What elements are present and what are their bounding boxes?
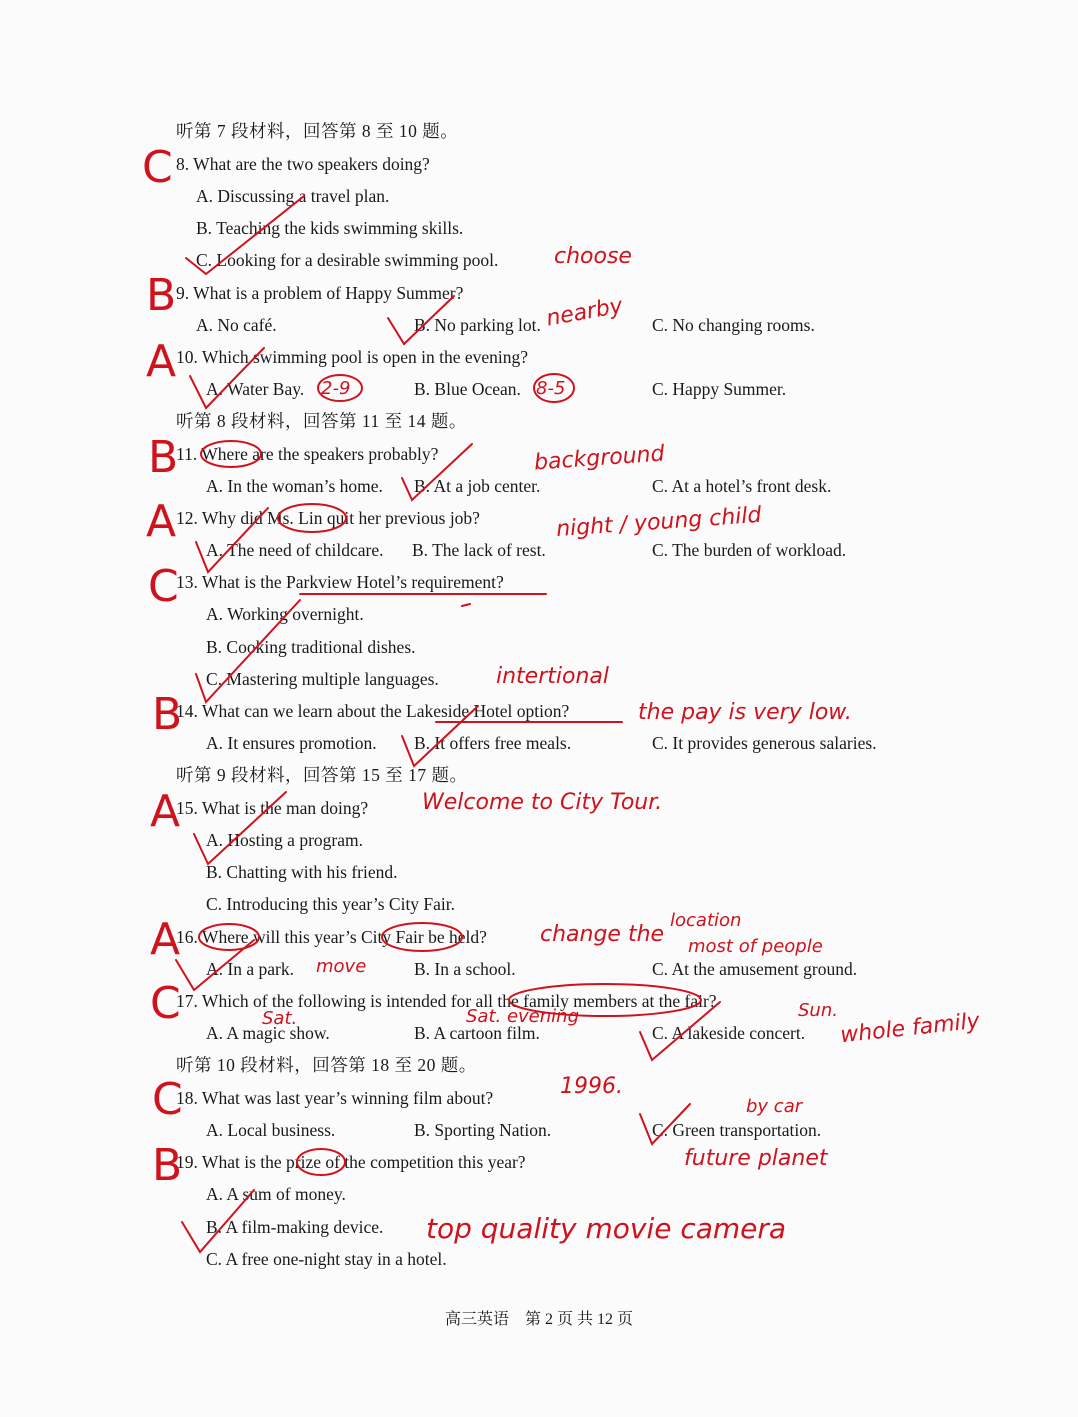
note-sat-evening: Sat. evening — [466, 1006, 580, 1027]
q12-option-c: C. The burden of workload. — [652, 540, 847, 560]
q11-option-c: C. At a hotel’s front desk. — [652, 476, 832, 496]
answer-18: C — [152, 1074, 183, 1125]
q18-option-b: B. Sporting Nation. — [414, 1120, 552, 1140]
q8-option-b: B. Teaching the kids swimming skills. — [196, 218, 464, 238]
note-international: intertional — [496, 664, 609, 689]
note-future-planet: future planet — [684, 1146, 828, 1171]
note-most-of-people: most of people — [688, 936, 823, 957]
q19-option-c: C. A free one-night stay in a hotel. — [206, 1249, 447, 1269]
q17-option-a: A. A magic show. — [206, 1023, 330, 1043]
answer-19: B — [152, 1140, 183, 1191]
q10-option-c: C. Happy Summer. — [652, 379, 787, 399]
q11-option-b: B. At a job center. — [414, 476, 541, 496]
q9-option-b: B. No parking lot. — [414, 315, 541, 335]
q17-option-b: B. A cartoon film. — [414, 1023, 540, 1043]
question-12: 12. Why did Ms. Lin quit her previous job? — [176, 508, 480, 528]
q13-option-c: C. Mastering multiple languages. — [206, 669, 439, 689]
q14-option-c: C. It provides generous salaries. — [652, 733, 877, 753]
q15-option-b: B. Chatting with his friend. — [206, 862, 398, 882]
q15-option-c: C. Introducing this year’s City Fair. — [206, 894, 456, 914]
note-background: background — [533, 441, 666, 476]
note-pay-low: the pay is very low. — [638, 700, 852, 725]
note-sun: Sun. — [798, 1000, 838, 1021]
q12-option-b: B. The lack of rest. — [412, 540, 546, 560]
answer-8: C — [142, 142, 173, 193]
answer-16: A — [150, 914, 181, 965]
section-10-header: 听第 10 段材料，回答第 18 至 20 题。 — [176, 1055, 477, 1075]
answer-17: C — [150, 978, 181, 1029]
note-by-car: by car — [746, 1096, 803, 1117]
answer-14: B — [152, 689, 183, 740]
q10-option-b: B. Blue Ocean. — [414, 379, 521, 399]
answer-11: B — [148, 432, 179, 483]
note-move: move — [316, 956, 367, 977]
answer-9: B — [146, 270, 177, 321]
question-19: 19. What is the prize of the competition this year? — [176, 1152, 526, 1172]
note-welcome: Welcome to City Tour. — [422, 790, 663, 815]
answer-10: A — [146, 336, 177, 387]
q14-option-b: B. It offers free meals. — [414, 733, 572, 753]
q12-option-a: A. The need of childcare. — [206, 540, 384, 560]
note-water-bay-hours: 2-9 — [321, 378, 351, 399]
answer-13: C — [148, 561, 179, 612]
q19-option-b: B. A film-making device. — [206, 1217, 384, 1237]
q17-option-c: C. A lakeside concert. — [652, 1023, 806, 1043]
note-sat: Sat. — [262, 1008, 298, 1029]
q9-option-c: C. No changing rooms. — [652, 315, 815, 335]
note-1996: 1996. — [560, 1074, 623, 1099]
question-8: 8. What are the two speakers doing? — [176, 154, 430, 174]
section-9-header: 听第 9 段材料，回答第 15 至 17 题。 — [176, 765, 468, 785]
note-blue-ocean-hours: 8-5 — [536, 378, 566, 399]
note-nearby: nearby — [544, 293, 625, 332]
q19-option-a: A. A sum of money. — [206, 1184, 346, 1204]
question-10: 10. Which swimming pool is open in the evening? — [176, 347, 529, 367]
question-17: 17. Which of the following is intended for all the family members at the fair? — [176, 991, 717, 1011]
dash-mark — [462, 604, 470, 606]
q8-option-a: A. Discussing a travel plan. — [196, 186, 390, 206]
question-16: 16. Where will this year’s City Fair be held? — [176, 927, 487, 947]
q11-option-a: A. In the woman’s home. — [206, 476, 383, 496]
page-footer: 高三英语 第 2 页 共 12 页 — [444, 1311, 633, 1328]
question-9: 9. What is a problem of Happy Summer? — [176, 283, 464, 303]
answer-12: A — [146, 496, 177, 547]
question-14: 14. What can we learn about the Lakeside Hotel option? — [176, 701, 570, 721]
answer-15: A — [150, 786, 181, 837]
q8-option-c: C. Looking for a desirable swimming pool. — [196, 250, 499, 270]
note-change-the: change the — [540, 922, 665, 947]
note-night-young-child: night / young child — [555, 502, 763, 543]
q16-option-c: C. At the amusement ground. — [652, 959, 858, 979]
q18-option-c: C. Green transportation. — [652, 1120, 822, 1140]
question-11: 11. Where are the speakers probably? — [176, 444, 439, 464]
q16-option-b: B. In a school. — [414, 959, 516, 979]
q13-option-a: A. Working overnight. — [206, 604, 364, 624]
q18-option-a: A. Local business. — [206, 1120, 336, 1140]
q9-option-a: A. No café. — [196, 315, 277, 335]
note-choose: choose — [554, 244, 632, 269]
question-15: 15. What is the man doing? — [176, 798, 369, 818]
question-13: 13. What is the Parkview Hotel’s requirement? — [176, 572, 504, 592]
q10-option-a: A. Water Bay. — [206, 379, 305, 399]
note-top-quality-camera: top quality movie camera — [426, 1212, 787, 1245]
q14-option-a: A. It ensures promotion. — [206, 733, 377, 753]
q16-option-a: A. In a park. — [206, 959, 294, 979]
note-location: location — [670, 910, 742, 931]
section-7-header: 听第 7 段材料，回答第 8 至 10 题。 — [176, 121, 459, 141]
section-8-header: 听第 8 段材料，回答第 11 至 14 题。 — [176, 411, 467, 431]
q13-option-b: B. Cooking traditional dishes. — [206, 637, 416, 657]
q15-option-a: A. Hosting a program. — [206, 830, 363, 850]
note-whole-family: whole family — [839, 1008, 981, 1049]
question-18: 18. What was last year’s winning film about? — [176, 1088, 494, 1108]
